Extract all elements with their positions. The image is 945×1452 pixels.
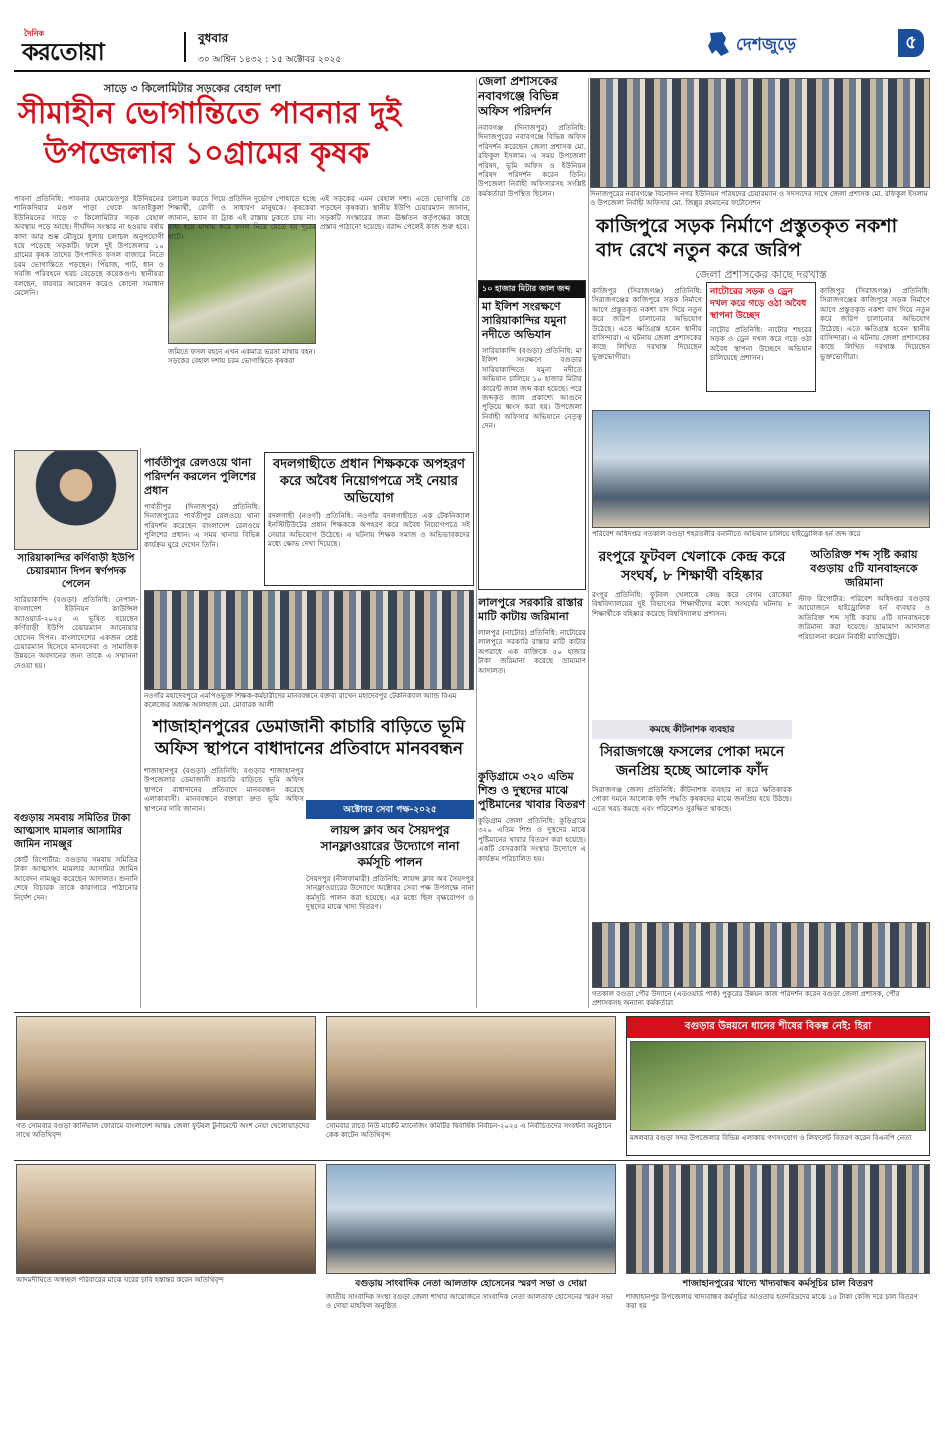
nawabganj-story — [478, 74, 586, 274]
cooperative-story — [14, 812, 138, 976]
football-photo — [16, 1016, 316, 1120]
parbatipur-body: পার্বতীপুর (দিনাজপুর) প্রতিনিধি: দিনাজপুরের পার্বতীপুর রেলওয়ে থানা পরিদর্শন করেছেন বাংলাদেশ রেলওয়ে পুলিশের প্রধান। এ সময় থানার বিভিন্ন কার্যক্রম ঘুরে দেখেন তিনি। — [144, 502, 260, 549]
lalpur-story — [478, 596, 586, 766]
rangpur-headline: রংপুরে ফুটবল খেলাকে কেন্দ্র করে সংঘর্ষ, ৮ শিক্ষার্থী বহিষ্কার — [598, 549, 786, 584]
bangladesh-map-icon — [704, 30, 732, 58]
memorial-title: বগুড়ায় সাংবাদিক নেতা আলতাফ হোসেনের স্মরণ সভা ও দোয়া — [355, 1279, 587, 1289]
natore-drain-headline: নাটোরের সড়ক ও ড্রেন দখল করে গড়ে ওঠা অবৈধ স্থাপনা উচ্ছেদ — [710, 287, 807, 321]
cooperative-body: কোর্ট রিপোর্টার: বগুড়ায় সমবায় সমিতির টাকা আত্মসাৎ মামলার আসামির জামিন আবেদন নামঞ্জুর করেছেন আদালত। শুনানি শেষে বিচারক তাকে কারাগারে পাঠানোর নির্দেশ দেন। — [14, 855, 138, 902]
brand-divider — [184, 32, 186, 62]
kajipur-body: কাজিপুর (সিরাজগঞ্জ) প্রতিনিধি: সিরাজগঞ্জের কাজিপুরে সড়ক নির্মাণে আগে প্রস্তুতকৃত নকশা বাদ দিয়ে নতুন করে জরিপ চালানোর অভিযোগ উঠেছে। এতে ক্ষতিগ্রস্ত হবেন স্থানীয় বাসিন্দারা। এ ঘটনায় জেলা প্রশাসকের কাছে লিখিত দরখাস্ত দিয়েছেন ভুক্তভোগীরা। — [592, 286, 702, 361]
weekday: বুধবার — [198, 31, 229, 45]
newmarket-photo — [326, 1016, 616, 1120]
column-separator — [140, 448, 141, 1008]
newmarket-caption: সোমবার রাতে নিউ মার্কেট ম্যানেজিং কমিটির দ্বিবার্ষিক নির্বাচন-২০২৫ এ নির্বাচিতদের সংবর্ধনা অনুষ্ঠানে কেক কাটেন অতিথিবৃন্দ — [326, 1122, 612, 1139]
hira-title: বগুড়ার উন্নয়নে ধানের শীষের বিকল্প নেই: হিরা — [627, 1017, 929, 1038]
column-separator — [476, 78, 477, 1008]
memorial-text — [326, 1276, 616, 1316]
badalgachhi-headline: বদলগাছীতে প্রধান শিক্ষককে অপহরণ করে অবৈধ নিয়োগপত্রে সই নেয়ার অভিযোগ — [273, 457, 465, 506]
lalpur-headline: লালপুরে সরকারি রাস্তার মাটি কাটায় জরিমানা — [478, 596, 583, 623]
dipon-headline: সারিয়াকান্দির কর্ণিবাড়ী ইউপি চেয়ারম্যান দিপন স্বর্ণপদক পেলেন — [17, 553, 135, 590]
nawabganj-photo-caption: দিনাজপুরের নবাবগঞ্জে বিনোদন নগর ইউনিয়ন পরিষদের চেয়ারম্যান ও সদস্যদের সাথে জেলা প্রশাসক মো. রফিকুল ইসলাম ও উপজেলা নির্বাহী অফিসার মো. জিল্লুর রহমানের ফটোসেশন — [590, 190, 928, 207]
lions-headline: লায়ন্স ক্লাব অব সৈয়দপুর সানফ্লাওয়ারের উদ্যোগে নানা কর্মসূচি পালন — [320, 823, 460, 869]
lalpur-body: লালপুর (নাটোর) প্রতিনিধি: নাটোরের লালপুরে সরকারি রাস্তার মাটি কাটার অপরাধে এক ব্যক্তিকে ৫০ হাজার টাকা জরিমানা করেছে ভ্রাম্যমাণ আদালত। — [478, 628, 586, 675]
hilsa-body: সারিয়াকান্দি (বগুড়া) প্রতিনিধি: মা ইলিশ সংরক্ষণে বগুড়ার সারিয়াকান্দিতে যমুনা নদীতে অভিযান চালিয়ে ১০ হাজার মিটার কারেন্ট জাল জব্দ করা হয়েছে। পরে জব্দকৃত জাল প্রকাশ্যে আগুনে পুড়িয়ে ধ্বংস করা হয়। উপজেলা নির্বাহী অফিসার অভিযানে নেতৃত্ব দেন। — [482, 346, 582, 431]
rangpur-body: রংপুর প্রতিনিধি: ফুটবল খেলাকে কেন্দ্র করে বেগম রোকেয়া বিশ্ববিদ্যালয়ের দুই বিভাগের শিক্ষার্থীদের মধ্যে সংঘর্ষের ঘটনায় ৮ শিক্ষার্থীকে বহিষ্কার করেছে বিশ্ববিদ্যালয় প্রশাসন। — [592, 590, 792, 618]
page-number: ৫ — [898, 29, 924, 57]
lead-road-photo — [168, 224, 316, 344]
memorial-photo — [326, 1164, 616, 1274]
issue-date: ৩০ আশ্বিন ১৪৩২ : ১৫ অক্টোবর ২০২৫ — [198, 55, 342, 65]
kurigram-body: কুড়িগ্রাম জেলা প্রতিনিধি: কুড়িগ্রামে ৩২০ এতিম শিশু ও দুস্থদের মাঝে পুষ্টিমানের খাবার বিতরণ করা হয়েছে। একটি বেসরকারি সংস্থার উদ্যোগে এ কার্যক্রম পরিচালিত হয়। — [478, 816, 586, 863]
rice-title: শাজাহানপুরের খাদ্যে খাদ্যবান্ধব কর্মসূচির চাল বিতরণ — [682, 1279, 874, 1289]
hira-photo — [630, 1041, 926, 1131]
kurigram-headline: কুড়িগ্রামে ৩২০ এতিম শিশু ও দুস্থদের মাঝে পুষ্টিমানের খাবার বিতরণ — [478, 770, 586, 811]
rice-distribution-photo — [626, 1164, 930, 1274]
horn-fine-story — [798, 548, 930, 918]
cooperative-headline: বগুড়ায় সমবায় সমিতির টাকা আত্মসাৎ মামলার আসামির জামিন নামঞ্জুর — [14, 813, 131, 850]
lions-body: সৈয়দপুর (নীলফামারী) প্রতিনিধি: লায়ন্স ক্লাব অব সৈয়দপুর সানফ্লাওয়ারের উদ্যোগে অক্টোবর সেবা পক্ষ উপলক্ষে নানা কর্মসূচি পালন করা হয়েছে। এর মধ্যে ছিল বৃক্ষরোপণ ও দুস্থদের মাঝে খাদ্য বিতরণ। — [306, 874, 474, 912]
badalgachhi-story — [264, 452, 474, 586]
horn-raid-photo — [592, 410, 930, 528]
hilsa-story — [478, 280, 586, 590]
lead-headline-1: সীমাহীন ভোগান্তিতে পাবনার দুই — [18, 96, 401, 131]
horn-raid-caption: পরিবেশ অধিদপ্তর গতকাল বগুড়া শহরতলীর বনানীতে অভিযান চালিয়ে হাইড্রোলিক হর্ন জব্দ করে — [592, 530, 861, 538]
kajipur-body-right: কাজিপুর (সিরাজগঞ্জ) প্রতিনিধি: সিরাজগঞ্জের কাজিপুরে সড়ক নির্মাণে আগে প্রস্তুতকৃত নকশা বাদ দিয়ে নতুন করে জরিপ চালানোর অভিযোগ উঠেছে। এতে ক্ষতিগ্রস্ত হবেন স্থানীয় বাসিন্দারা। এ ঘটনায় জেলা প্রশাসকের কাছে লিখিত দরখাস্ত দিয়েছেন ভুক্তভোগীরা। — [820, 286, 930, 361]
pesticide-kicker: কমছে কীটনাশক ব্যবহার — [592, 720, 792, 739]
pesticide-story — [592, 720, 792, 890]
parbatipur-headline: পার্বতীপুর রেলওয়ে থানা পরিদর্শন করলেন পুলিশের প্রধান — [144, 456, 256, 497]
lead-story — [14, 74, 474, 444]
rice-text — [626, 1276, 930, 1316]
brand-logo — [22, 28, 182, 66]
lead-col-3: এই সড়কের এমন বেহাল দশা। এতে ভোগান্তি তে পড়ছেন কৃষকরা। স্থানীয় ইউপি চেয়ারম্যান জানান, সড়কটি সংস্কারের জন্য ঊর্ধ্বতন কর্তৃপক্ষের কাছে প্রস্তাব পাঠানো হয়েছে। বরাদ্দ পেলেই কাজ শুরু হবে। — [320, 194, 470, 232]
brand-name: করতোয়া — [22, 38, 104, 66]
hira-caption: মঙ্গলবার বগুড়া সদর উপজেলার বিভিন্ন এলাকায় গণসংযোগ ও লিফলেট বিতরণ করেন বিএনপি নেতা — [630, 1134, 912, 1142]
natore-drain-body: নাটোর প্রতিনিধি: নাটোর শহরের সড়ক ও ড্রেন দখল করে গড়ে ওঠা অবৈধ স্থাপনা উচ্ছেদে অভিযান চালিয়েছে প্রশাসন। — [710, 325, 812, 363]
photo-row2-rule — [14, 1160, 930, 1161]
masthead — [0, 0, 945, 74]
shajahanpur-headline: শাজাহানপুরের ডেমাজানী কাচারি বাড়িতে ভূমি অফিস স্থাপনে বাধাদানের প্রতিবাদে মানববন্ধন — [153, 717, 465, 759]
section-title: দেশজুড়ে — [736, 35, 797, 55]
lead-kicker: সাড়ে ৩ কিলোমিটার সড়কের বেহাল দশা — [104, 82, 281, 95]
lions-kicker: অক্টোবর সেবা পক্ষ-২০২৫ — [306, 800, 474, 819]
lead-photo-caption: জমিতে ফসল বহনে এখন একমাত্র ভরসা মাথায় বহন। সড়কের বেহাল দশায় চরম ভোগান্তিতে কৃষকরা — [168, 348, 316, 365]
lead-headline-2: উপজেলার ১০গ্রামের কৃষক — [44, 136, 369, 171]
dipon-body: সারিয়াকান্দি (বগুড়া) প্রতিনিধি: নেপাল-বাংলাদেশ ইউনিয়ন কাউন্সিল অ্যাওয়ার্ড-২০২৫ এ ভূষিত হয়েছেন কর্ণিবাড়ী ইউপি চেয়ারম্যান আনোয়ার হোসেন দিপন। বাংলাদেশের একজন শ্রেষ্ঠ চেয়ারম্যান হিসেবে মানবসেবা ও সামাজিক উন্নয়নে অবদানের জন্য তাকে এ সম্মাননা দেওয়া হয়। — [14, 595, 138, 670]
natore-drain-box — [706, 282, 816, 392]
pesticide-headline: সিরাজগঞ্জে ফসলের পোকা দমনে জনপ্রিয় হচ্ছে আলোক ফাঁদ — [599, 744, 785, 779]
section-banner — [704, 28, 926, 62]
dipon-photo — [14, 450, 138, 550]
football-caption: গত সোমবার বগুড়া কার্নিভাল ফোরামে বাংলাদেশ আন্তঃ জেলা ফুটবল টুর্নামেন্টে অংশ নেয়া খেলোয়াড়দের সাথে অতিথিবৃন্দ — [16, 1122, 310, 1139]
nawabganj-headline: জেলা প্রশাসকের নবাবগঞ্জে বিভিন্ন অফিস পরিদর্শন — [478, 74, 559, 118]
kurigram-story — [478, 770, 586, 920]
rangpur-story — [592, 548, 792, 718]
horn-fine-headline: অতিরিক্ত শব্দ সৃষ্টি করায় বগুড়ায় ৫টি যানবাহনকে জরিমানা — [810, 548, 918, 589]
house-key-caption: আদমদীঘিতে অস্বচ্ছল পরিবারের মাঝে ঘরের চাবি হস্তান্তর করেন অতিথিবৃন্দ — [16, 1276, 224, 1284]
park-inspection-caption: গতকাল বগুড়া পৌর উদ্যানে (এডওয়ার্ড পার্ক) পুকুরের উন্নয়ন কাজ পরিদর্শন করেন বগুড়া জেলা প্রশাসক, পৌর প্রশাসকসহ অন্যান্য কর্মকর্তারা — [592, 990, 900, 1007]
parbatipur-story — [144, 456, 260, 586]
lions-story — [306, 800, 474, 966]
mahadevpur-protest-photo — [144, 590, 474, 690]
badalgachhi-body: বদলগাছী (নওগাঁ) প্রতিনিধি: নওগাঁর বদলগাছীতে এক টেকনিক্যাল ইনস্টিটিউটের প্রধান শিক্ষককে অপহরণ করে অবৈধ নিয়োগপত্রে সই নেয়ার অভিযোগ উঠেছে। এ ঘটনায় শিক্ষক সমাজ ও অভিভাবকদের মধ্যে ক্ষোভ দেখা দিয়েছে। — [268, 511, 470, 549]
nawabganj-body: নবাবগঞ্জ (দিনাজপুর) প্রতিনিধি: দিনাজপুরের নবাবগঞ্জে বিভিন্ন অফিস পরিদর্শন করেছেন জেলা প্রশাসক মো. রফিকুল ইসলাম। এ সময় উপজেলা পরিষদ, ভূমি অফিস ও ইউনিয়ন পরিষদ পরিদর্শন করেন তিনি। উপজেলা নির্বাহী অফিসারসহ সংশ্লিষ্ট কর্মকর্তারা উপস্থিত ছিলেন। — [478, 123, 586, 198]
house-key-photo — [16, 1164, 316, 1274]
park-inspection-photo — [592, 922, 930, 988]
pesticide-body: সিরাজগঞ্জ জেলা প্রতিনিধি: কীটনাশক ব্যবহার না করে ক্ষতিকারক পোকা দমনে আলোক ফাঁদ পদ্ধতি কৃষকদের মাঝে জনপ্রিয় হয়ে উঠছে। এতে খরচ কমছে এবং পরিবেশও সুরক্ষিত থাকছে। — [592, 785, 792, 813]
brand-small: দৈনিক — [24, 29, 45, 38]
rice-caption: শাজাহানপুর উপজেলায় খাদ্যবান্ধব কর্মসূচির আওতায় হতদরিদ্রদের মাঝে ১৫ টাকা কেজি দরে চাল বিতরণ করা হয় — [626, 1293, 918, 1310]
shajahanpur-body: শাজাহানপুর (বগুড়া) প্রতিনিধি: বগুড়ার শাজাহানপুর উপজেলার ডেমাজানী কাচারি বাড়িতে ভূমি অফিস স্থাপনে বাধাদানের প্রতিবাদে মানববন্ধন করেছে এলাকাবাসী। মানববন্ধনে বক্তারা দ্রুত ভূমি অফিস স্থাপনের দাবি জানান। — [144, 766, 304, 813]
kajipur-subhead: জেলা প্রশাসকের কাছে দরখাস্ত — [695, 268, 827, 281]
hilsa-headline-small: ১০ হাজার মিটার জাল জব্দ — [479, 281, 585, 298]
dipon-story — [14, 552, 138, 808]
kajipur-headline: কাজিপুরে সড়ক নির্মাণে প্রস্তুতকৃত নকশা বাদ রেখে নতুন করে জরিপ — [596, 215, 898, 261]
memorial-caption: জাতীয় সাংবাদিক সংস্থা বগুড়া জেলা শাখার আয়োজনে সাংবাদিক নেতা আলতাফ হোসেনের স্মরণ সভা ও দোয়া মাহফিল অনুষ্ঠিত — [326, 1293, 613, 1310]
hilsa-headline: মা ইলিশ সংরক্ষণে সারিয়াকান্দির যমুনা নদীতে অভিযান — [482, 300, 567, 341]
hira-box — [626, 1016, 930, 1156]
lead-col-2: চলাচল করতে গিয়ে প্রতিদিন দুর্ভোগ পোহাতে হচ্ছে শিক্ষার্থী, রোগী ও সাধারণ মানুষকে। কৃষকেরা জানান, ভ্যান বা ট্রাক এই রাস্তায় ঢুকতে চায় না। বাধ্য হয়ে মাথায় করে ফসল নিয়ে যেতে হয় দূরের হাটে। — [168, 194, 316, 241]
nawabganj-photo — [590, 78, 930, 188]
masthead-rule — [14, 70, 930, 72]
lead-col-1: পাবনা প্রতিনিধি: পাবনার হেমায়েতপুর ইউনিয়নের শানিকদিয়ার মণ্ডল পাড়া থেকে আতাইকুলা ইউনিয়নের সাড়ে ৩ কিলোমিটার সড়ক বেহাল অবস্থায় পড়ে আছে। দীর্ঘদিন সংস্কার না হওয়ায় বর্ষায় কাদা আর শুষ্ক মৌসুমে ধুলায় চলাচল অনুপযোগী হয়ে পড়েছে সড়কটি। ফলে দুই উপজেলার ১০ গ্রামের কৃষক তাদের উৎপাদিত ফসল বাজারে নিতে চরম ভোগান্তিতে পড়ছেন। পিঁয়াজ, পাট, ধান ও সবজি পরিবহনে খরচ বেড়েছে কয়েকগুণ। স্থানীয়রা বলছেন, বারবার আবেদন করেও কোনো সমাধান মেলেনি। — [14, 194, 164, 298]
photo-row1-rule — [14, 1012, 930, 1013]
column-separator — [588, 78, 589, 1008]
horn-fine-body: স্টাফ রিপোর্টার: পরিবেশ অধিদপ্তর বগুড়ার আয়োজনে হাইড্রোলিক হর্ন ব্যবহার ও অতিরিক্ত শব্দ সৃষ্টি করায় ৫টি যানবাহনকে জরিমানা করা হয়েছে। ভ্রাম্যমাণ আদালত পরিচালনা করেন নির্বাহী ম্যাজিস্ট্রেট। — [798, 594, 930, 641]
mahadevpur-caption: নওগাঁর মহাদেবপুরে এমপিওভুক্ত শিক্ষক-কর্মচারীদের মানববন্ধনে বক্তব্য রাখেন মহাদেবপুর টেকনিক্যাল অ্যান্ড বিএম কলেজের অধ্যক্ষ আলহাজ মো. মোবারক আলী — [144, 692, 457, 709]
